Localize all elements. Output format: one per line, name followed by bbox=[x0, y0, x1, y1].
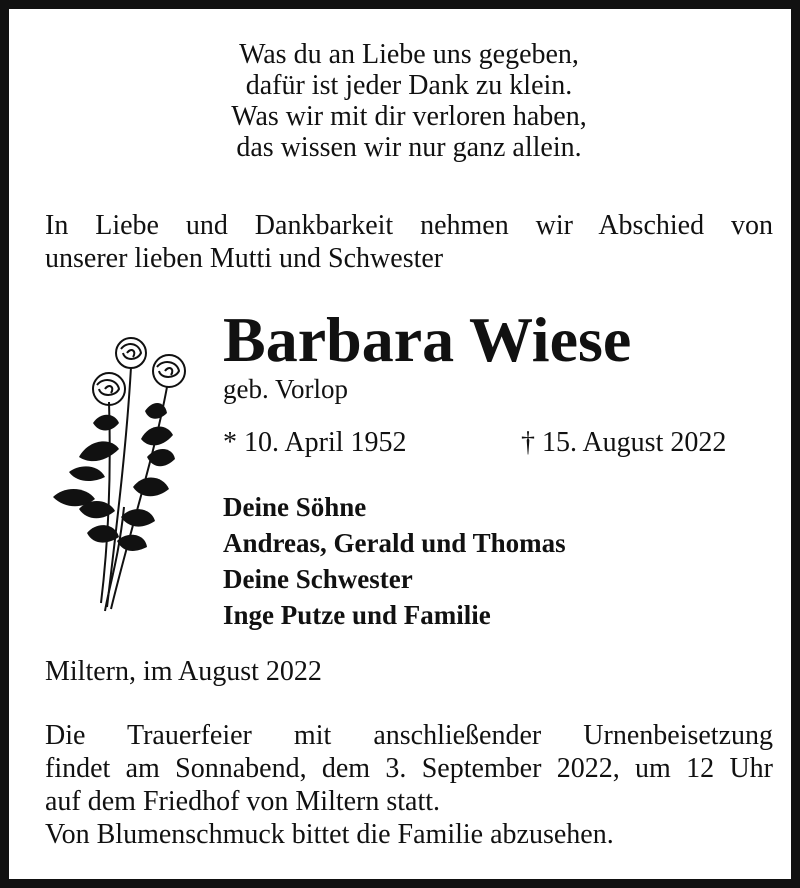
service-line: Die Trauerfeier mit anschließender Urnenbeisetzung bbox=[45, 720, 773, 751]
birth-date: * 10. April 1952 bbox=[223, 427, 407, 458]
mourner-line: Deine Söhne bbox=[223, 492, 367, 522]
maiden-name: geb. Vorlop bbox=[223, 374, 349, 404]
mourner-line: Inge Putze und Familie bbox=[223, 600, 491, 630]
service-info bbox=[45, 719, 773, 851]
mourners-list bbox=[223, 489, 566, 633]
poem-line: dafür ist jeder Dank zu klein. bbox=[245, 70, 573, 101]
poem-line: das wissen wir nur ganz allein. bbox=[236, 132, 582, 163]
poem-line: Was du an Liebe uns gegeben, bbox=[239, 39, 579, 70]
intro-text bbox=[45, 209, 773, 275]
service-line: findet am Sonnabend, dem 3. September 2022, um 12 Uhr bbox=[45, 753, 773, 784]
deceased-name: Barbara Wiese bbox=[223, 304, 632, 375]
service-line: auf dem Friedhof von Miltern statt. bbox=[45, 786, 441, 817]
intro-line: In Liebe und Dankbarkeit nehmen wir Abschied von bbox=[45, 210, 773, 241]
place-date: Miltern, im August 2022 bbox=[45, 656, 322, 687]
mourner-line: Andreas, Gerald und Thomas bbox=[223, 528, 566, 558]
poem-line: Was wir mit dir verloren haben, bbox=[231, 101, 587, 132]
memorial-poem bbox=[9, 39, 800, 163]
roses-icon bbox=[49, 327, 199, 612]
mourner-line: Deine Schwester bbox=[223, 564, 413, 594]
service-line: Von Blumenschmuck bittet die Familie abzusehen. bbox=[45, 819, 614, 850]
death-date: † 15. August 2022 bbox=[521, 427, 727, 458]
intro-line: unserer lieben Mutti und Schwester bbox=[45, 243, 444, 274]
